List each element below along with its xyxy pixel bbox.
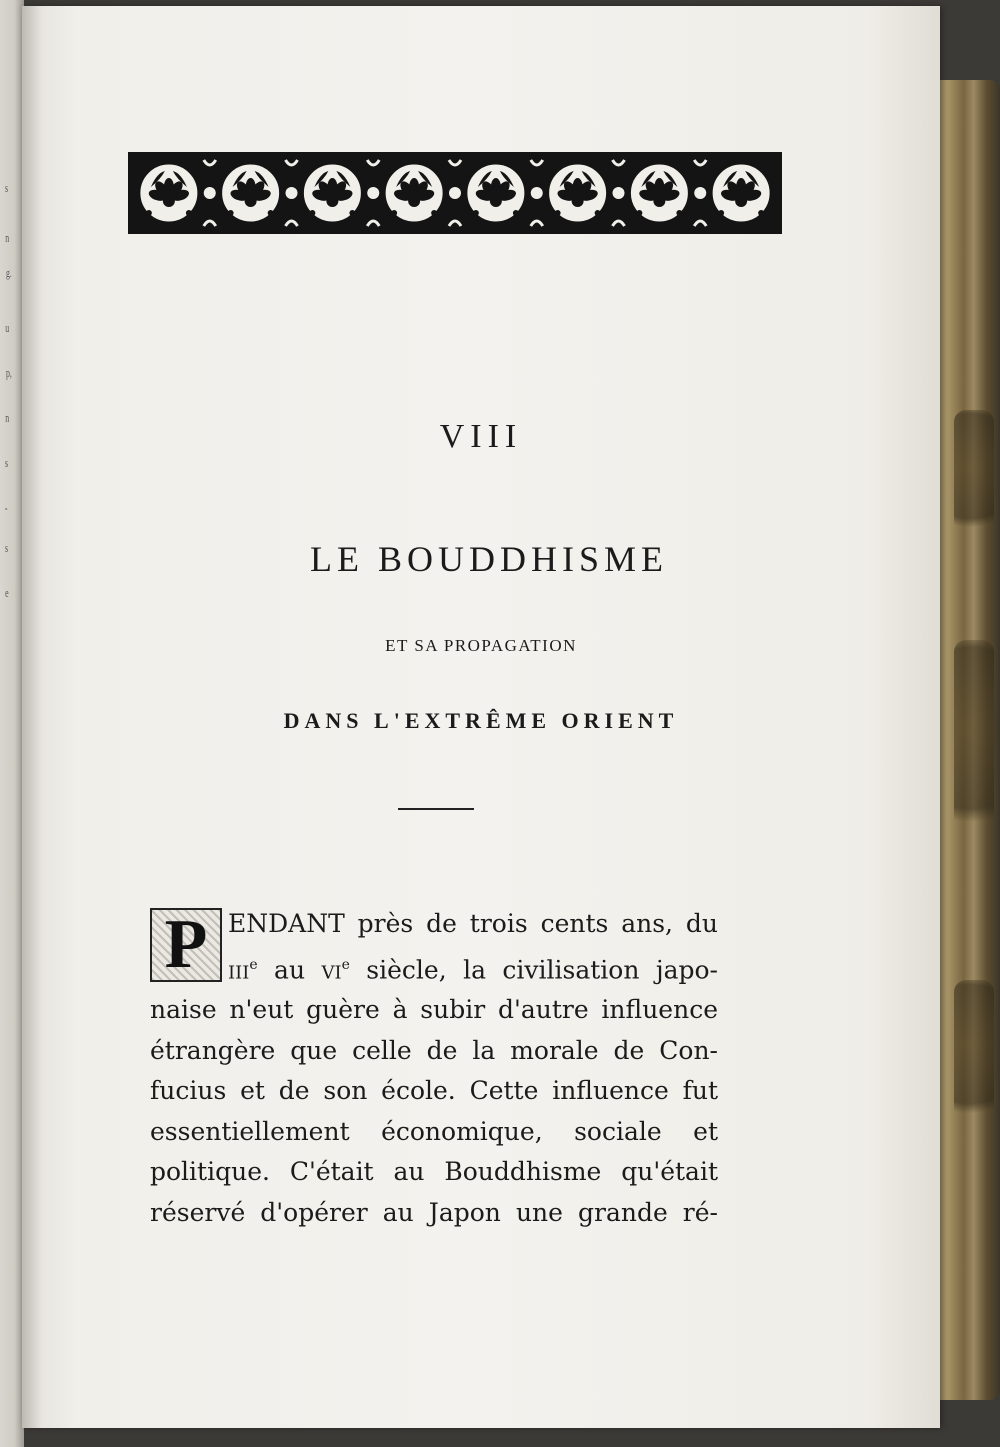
chapter-number: VIII xyxy=(439,418,523,455)
left-page-fragment: g. xyxy=(5,265,12,280)
chapter-title: LE BOUDDHISME xyxy=(310,539,668,579)
left-page-fragment: s xyxy=(5,180,9,195)
left-page-fragment: p, xyxy=(5,365,12,380)
text-line-4: étrangère que celle de la morale de Con- xyxy=(150,1035,718,1065)
drop-cap-ornament xyxy=(150,908,222,982)
text-line-3: naise n'eut guère à subir d'autre influence xyxy=(150,995,718,1025)
left-page-fragment: n xyxy=(5,410,10,425)
left-page-fragment: n xyxy=(5,230,10,245)
text-line-7: politique. C'était au Bouddhisme qu'était xyxy=(150,1157,718,1187)
left-page-fragment: s xyxy=(5,455,9,470)
book-page xyxy=(22,6,940,1428)
left-page-fragment: - xyxy=(4,500,8,515)
left-page-fragment: e xyxy=(5,585,9,600)
body-paragraph xyxy=(150,904,718,1233)
title-divider xyxy=(398,808,474,810)
text-line-8: réservé d'opérer au Japon une grande ré- xyxy=(150,1197,718,1227)
text-line-2: iii$^e$ au $vi^e$ siècle, la civilisation japo- xyxy=(228,954,718,984)
book-spine-edge xyxy=(934,80,1000,1400)
floral-band-icon xyxy=(128,152,782,234)
chapter-subtitle-2: DANS L'EXTRÊME ORIENT xyxy=(283,708,679,733)
drop-cap-letter: P xyxy=(164,906,208,983)
line-1-rest: près de trois cents ans, du xyxy=(344,909,718,938)
text-line-6: essentiellement économique, sociale et xyxy=(150,1116,718,1146)
first-word-small-caps: ENDANT xyxy=(228,909,345,938)
left-page-fragment: u xyxy=(5,320,10,335)
chapter-subtitle-1: ET SA PROPAGATION xyxy=(385,636,577,655)
left-page-fragment: s xyxy=(5,540,9,555)
left-facing-page xyxy=(0,0,24,1447)
text-line-5: fucius et de son école. Cette influence fut xyxy=(150,1076,718,1106)
text-line-1 xyxy=(150,904,718,945)
